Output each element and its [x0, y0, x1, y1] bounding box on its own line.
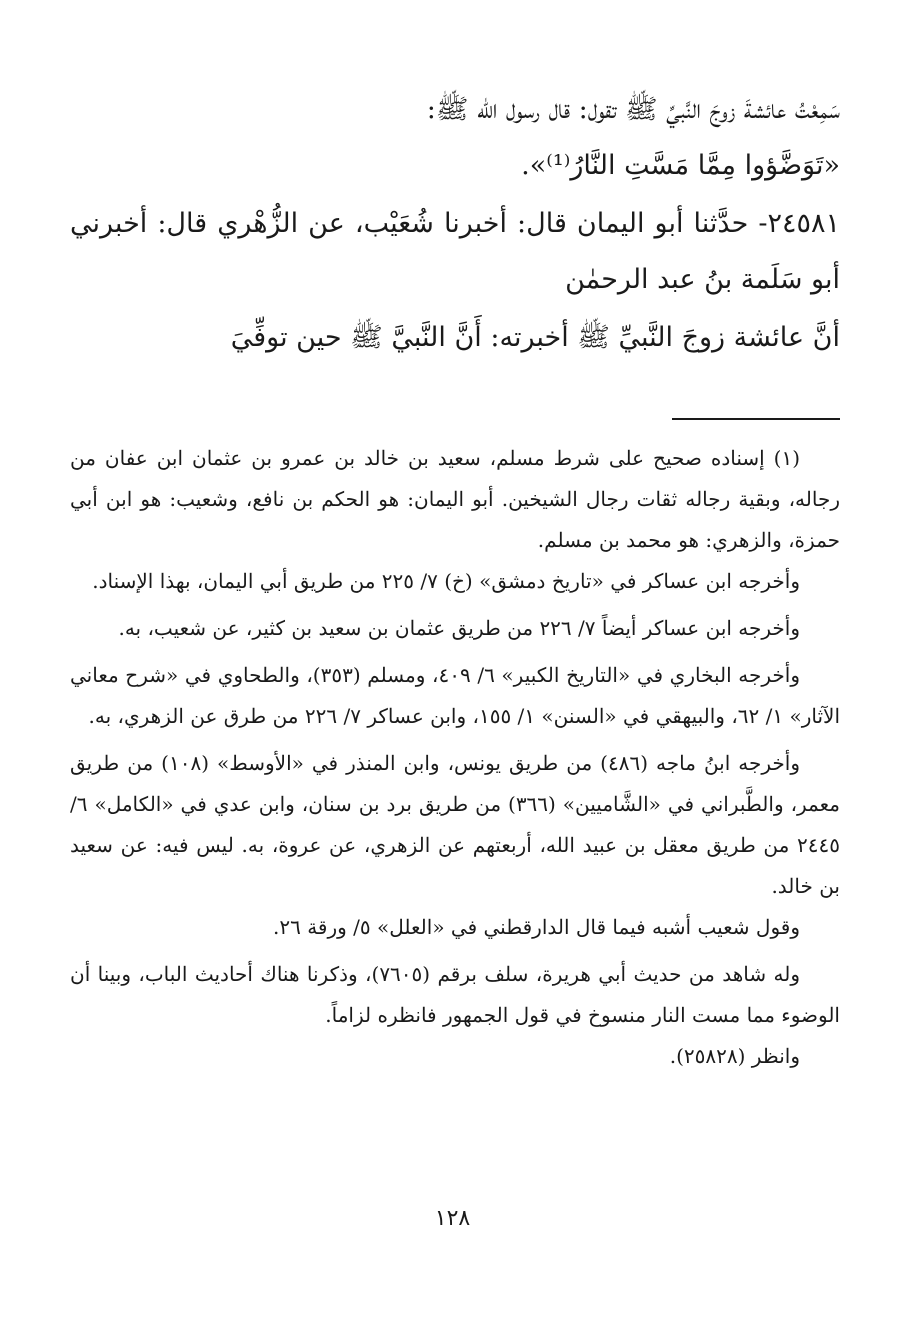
- footnote-separator: [672, 418, 840, 420]
- hadith-isnad: ٢٤٥٨١- حدَّثنا أبو اليمان قال: أخبرنا شُعَيْب، عن الزُّهْري قال: أخبرني أبو سَلَمة بنُ عبد الرحمٰن: [70, 208, 840, 295]
- footnote-paragraph: وله شاهد من حديث أبي هريرة، سلف برقم (٧٦٠٥)، وذكرنا هناك أحاديث الباب، وبينا أن الوضوء مما مست النار منسوخ في قول الجمهور فانظره لزاماً.: [70, 962, 840, 1027]
- main-text: [70, 82, 840, 366]
- footnote-paragraph: وأخرجه ابن عساكر في «تاريخ دمشق» (خ) ٧/ ٢٢٥ من طريق أبي اليمان، بهذا الإسناد.: [92, 569, 800, 593]
- footnote-paragraph: وأخرجه ابن عساكر أيضاً ٧/ ٢٢٦ من طريق عثمان بن سعيد بن كثير، عن شعيب، به.: [118, 616, 800, 640]
- footnote-paragraph: وقول شعيب أشبه فيما قال الدارقطني في «العلل» ٥/ ورقة ٢٦.: [273, 915, 800, 939]
- footnote-paragraph: وأخرجه البخاري في «التاريخ الكبير» ٦/ ٤٠٩، ومسلم (٣٥٣)، والطحاوي في «شرح معاني الآثار» ١/ ٦٢، والبيهقي في «السنن» ١/ ١٥٥، وابن عساكر ٧/ ٢٢٦ من طرق عن الزهري، به.: [70, 663, 840, 728]
- hadith-matn: أنَّ عائشة زوجَ النَّبيِّ ﷺ أخبرته: أَنَّ النَّبيَّ ﷺ حين توفِّيَ: [230, 322, 840, 353]
- page-body: [70, 82, 840, 1077]
- main-line-1: سَمِعْتُ عائشةَ زوجَ النَّبيِّ ﷺ تقول: قال رسول الله ﷺ:: [426, 94, 840, 125]
- footnote-1: (١) إسناده صحيح على شرط مسلم، سعيد بن خالد بن عمرو بن عثمان ابن عفان من رجاله، وبقية رجاله ثقات رجال الشيخين. أبو اليمان: هو الحكم بن نافع، وشعيب: هو ابن أبي حمزة، والزهري: هو محمد بن مسلم.: [70, 446, 840, 552]
- footnote-paragraph: وانظر (٢٥٨٢٨).: [669, 1044, 800, 1068]
- footnotes: [70, 438, 840, 1077]
- main-line-2: «تَوَضَّؤوا مِمَّا مَسَّتِ النَّارُ⁽¹⁾».: [521, 150, 840, 181]
- footnote-paragraph: وأخرجه ابنُ ماجه (٤٨٦) من طريق يونس، وابن المنذر في «الأوسط» (١٠٨) من طريق معمر، والطَّبراني في «الشَّاميين» (٣٦٦) من طريق برد بن سنان، وابن عدي في «الكامل» ٦/ ٢٤٤٥ من طريق معقل بن عبيد الله، أربعتهم عن الزهري، عن عروة، به. ليس فيه: عن سعيد بن خالد.: [70, 751, 840, 898]
- page-number: ١٢٨: [434, 1206, 471, 1231]
